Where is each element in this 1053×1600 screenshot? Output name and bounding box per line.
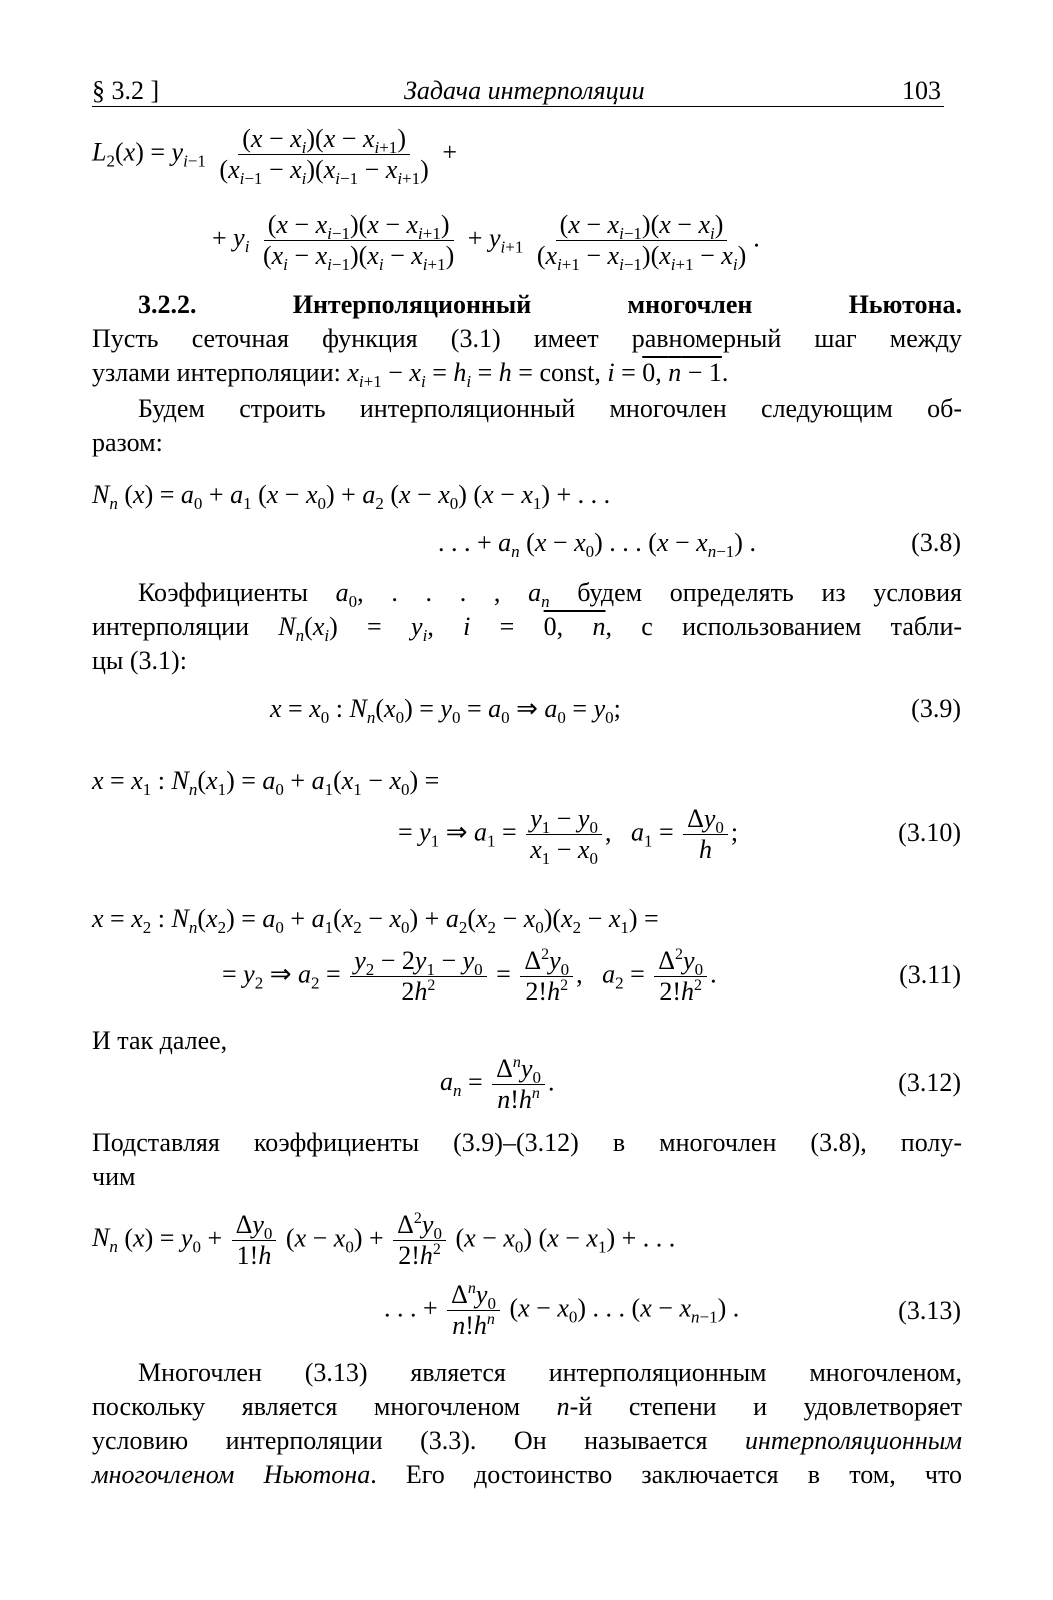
formula-lagrange-line1: $L_2(x) = y_{i-1}$ $\frac{(x - x_i)(x - x_{i+1})}{(x_{i-1} - x_i)(x_{i-1} - x_{i+1})}$ + [92,124,457,188]
formula-a0: $x = x_0$ : $N_n(x_0) = y_0 = a_0$ ⇒ $a_0 = y_0$; [270,694,621,727]
formula-newton-general-line1: $N_n$ $(x) = a_0 + a_1$ $(x - x_0) + a_2$ $(x - x_0)$ $(x - x_1)$ + . . . [92,480,611,513]
formula-an: $a_n$ = $\frac{\Delta^ny_0}{n!h^n}$ . [440,1054,555,1114]
paragraph-6-line-4: многочленом Ньютона. Его достоинство заключается в том, что [92,1460,962,1489]
paragraph-5-line-1: Подставляя коэффициенты (3.9)–(3.12) в многочлен (3.8), полу- [92,1128,962,1157]
running-header-title: Задача интерполяции [404,76,645,105]
formula-newton-full-line1: $N_n$ $(x) = y_0$ + $\frac{\Delta y_0}{1!h}$ $(x - x_0)$ + $\frac{\Delta^2y_0}{2!h^2}$ $(x - x_0)$ $(x - x_1)$ + . . . [92,1210,676,1270]
formula-a2-line1: $x = x_2$ : $N_n(x_2) = a_0 + a_1(x_2 - x_0) + a_2(x_2 - x_0)(x_2 - x_1)$ = [92,904,659,937]
paragraph-2-line-2: разом: [92,428,163,457]
paragraph-6-line-2: поскольку является многочленом n-й степени и удовлетворяет [92,1392,962,1421]
formula-a1-line2: = $y_1$ ⇒ $a_1$ = $\frac{y_1 - y_0}{x_1 - x_0}$ , $a_1$ = $\frac{\Delta y_0}{h}$ ; [398,804,739,868]
formula-newton-full-line2: . . . + $\frac{\Delta^ny_0}{n!h^n}$ $(x - x_0)$ . . . $(x - x_{n-1})$ . [384,1280,740,1340]
formula-a1-line1: $x = x_1$ : $N_n(x_1) = a_0 + a_1(x_1 - x_0)$ = [92,766,440,799]
paragraph-5-line-2: чим [92,1162,136,1191]
paragraph-6-line-1: Многочлен (3.13) является интерполяционным многочленом, [138,1358,962,1387]
equation-number-3-10: (3.10) [898,818,961,847]
equation-number-3-12: (3.12) [898,1068,961,1097]
paragraph-2-line-1: Будем строить интерполяционный многочлен следующим об- [138,394,962,423]
paragraph-6-line-3: условию интерполяции (3.3). Он называется интерполяционным [92,1426,962,1455]
formula-lagrange-line2: + $y_i$ $\frac{(x - x_{i-1})(x - x_{i+1})}{(x_i - x_{i-1})(x_i - x_{i+1})}$ + $y_{i+1}$ $\frac{(x - x_{i-1})(x - x_i)}{(x_{i+1} - x_{i-1})(x_{i+1} - x_i)}$ . [212,210,760,274]
equation-number-3-9: (3.9) [911,694,961,723]
page-number: 103 [902,76,941,105]
paragraph-3-line-1: Коэффициенты $a_0$, . . . , $a_n$ будем определять из условия [138,578,963,611]
running-header-section: § 3.2 ] [92,76,160,105]
paragraph-3-line-2: интерполяции $N_n(x_i) = y_i$, i = 0, n, с использованием табли- [92,612,963,645]
header-rule [92,106,944,107]
section-heading: 3.2.2. Интерполяционный многочлен Ньютона. [138,290,962,319]
formula-newton-general-line2: . . . + $a_n$ $(x - x_0)$ . . . $(x - x_{n-1})$ . [438,528,756,561]
equation-number-3-13: (3.13) [898,1296,961,1325]
paragraph-4: И так далее, [92,1026,228,1055]
equation-number-3-11: (3.11) [899,960,961,989]
paragraph-1-line-1: Пусть сеточная функция (3.1) имеет равномерный шаг между [92,324,962,353]
formula-a2-line2: = $y_2$ ⇒ $a_2$ = $\frac{y_2 - 2y_1 - y_0}{2h^2}$ = $\frac{\Delta^2y_0}{2!h^2}$ , $a_2$ = $\frac{\Delta^2y_0}{2!h^2}$ . [222,946,717,1006]
paragraph-3-line-3: цы (3.1): [92,646,187,675]
equation-number-3-8: (3.8) [911,528,961,557]
paragraph-1-line-2: узлами интерполяции: $x_{i+1} - x_i = h_i = h$ = const, i = 0, n − 1. [92,358,729,391]
